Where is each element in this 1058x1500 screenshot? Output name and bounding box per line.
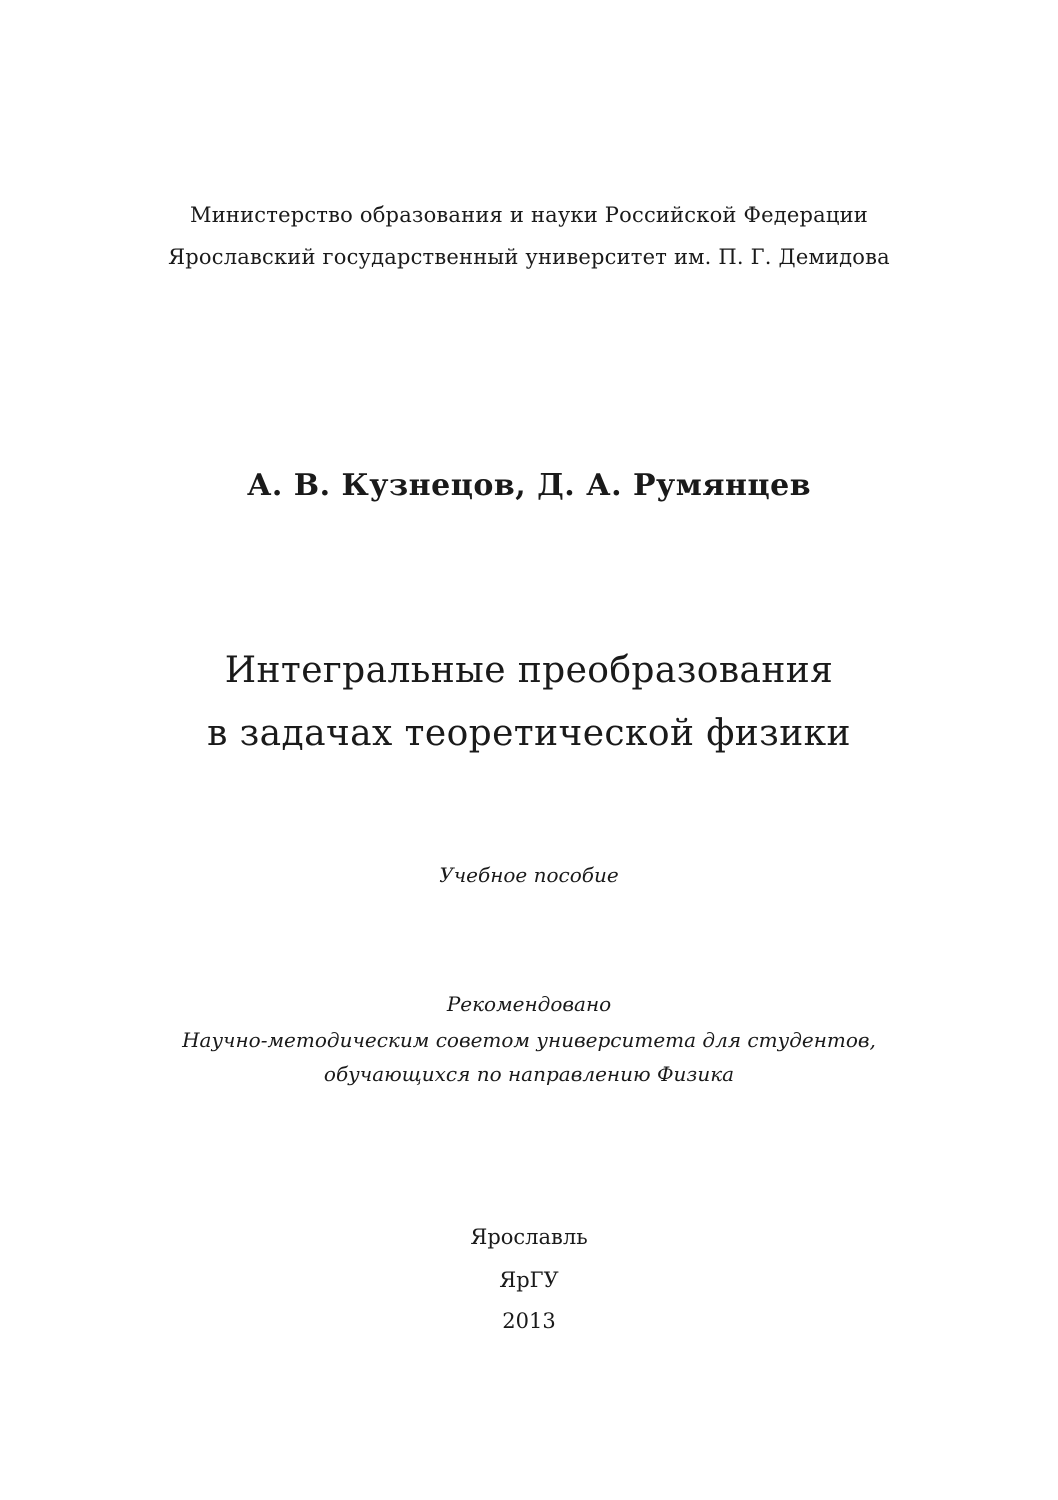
authors: А. В. Кузнецов, Д. А. Румянцев xyxy=(246,468,812,503)
document-type: Учебное пособие xyxy=(439,863,619,887)
title-line-2: в задачах теоретической физики xyxy=(207,713,851,754)
recommendation-line-3: обучающихся по направлению Физика xyxy=(323,1062,735,1086)
title-line-1: Интегральные преобразования xyxy=(224,650,834,691)
ministry-line: Министерство образования и науки Российской Федерации xyxy=(190,203,868,227)
imprint-year: 2013 xyxy=(502,1309,556,1333)
recommendation-line-1: Рекомендовано xyxy=(446,992,612,1016)
recommendation-line-2: Научно-методическим советом университета для студентов, xyxy=(182,1028,876,1052)
imprint-city: Ярославль xyxy=(470,1225,588,1249)
imprint-publisher: ЯрГУ xyxy=(499,1268,559,1292)
university-line: Ярославский государственный университет им. П. Г. Демидова xyxy=(168,245,890,269)
